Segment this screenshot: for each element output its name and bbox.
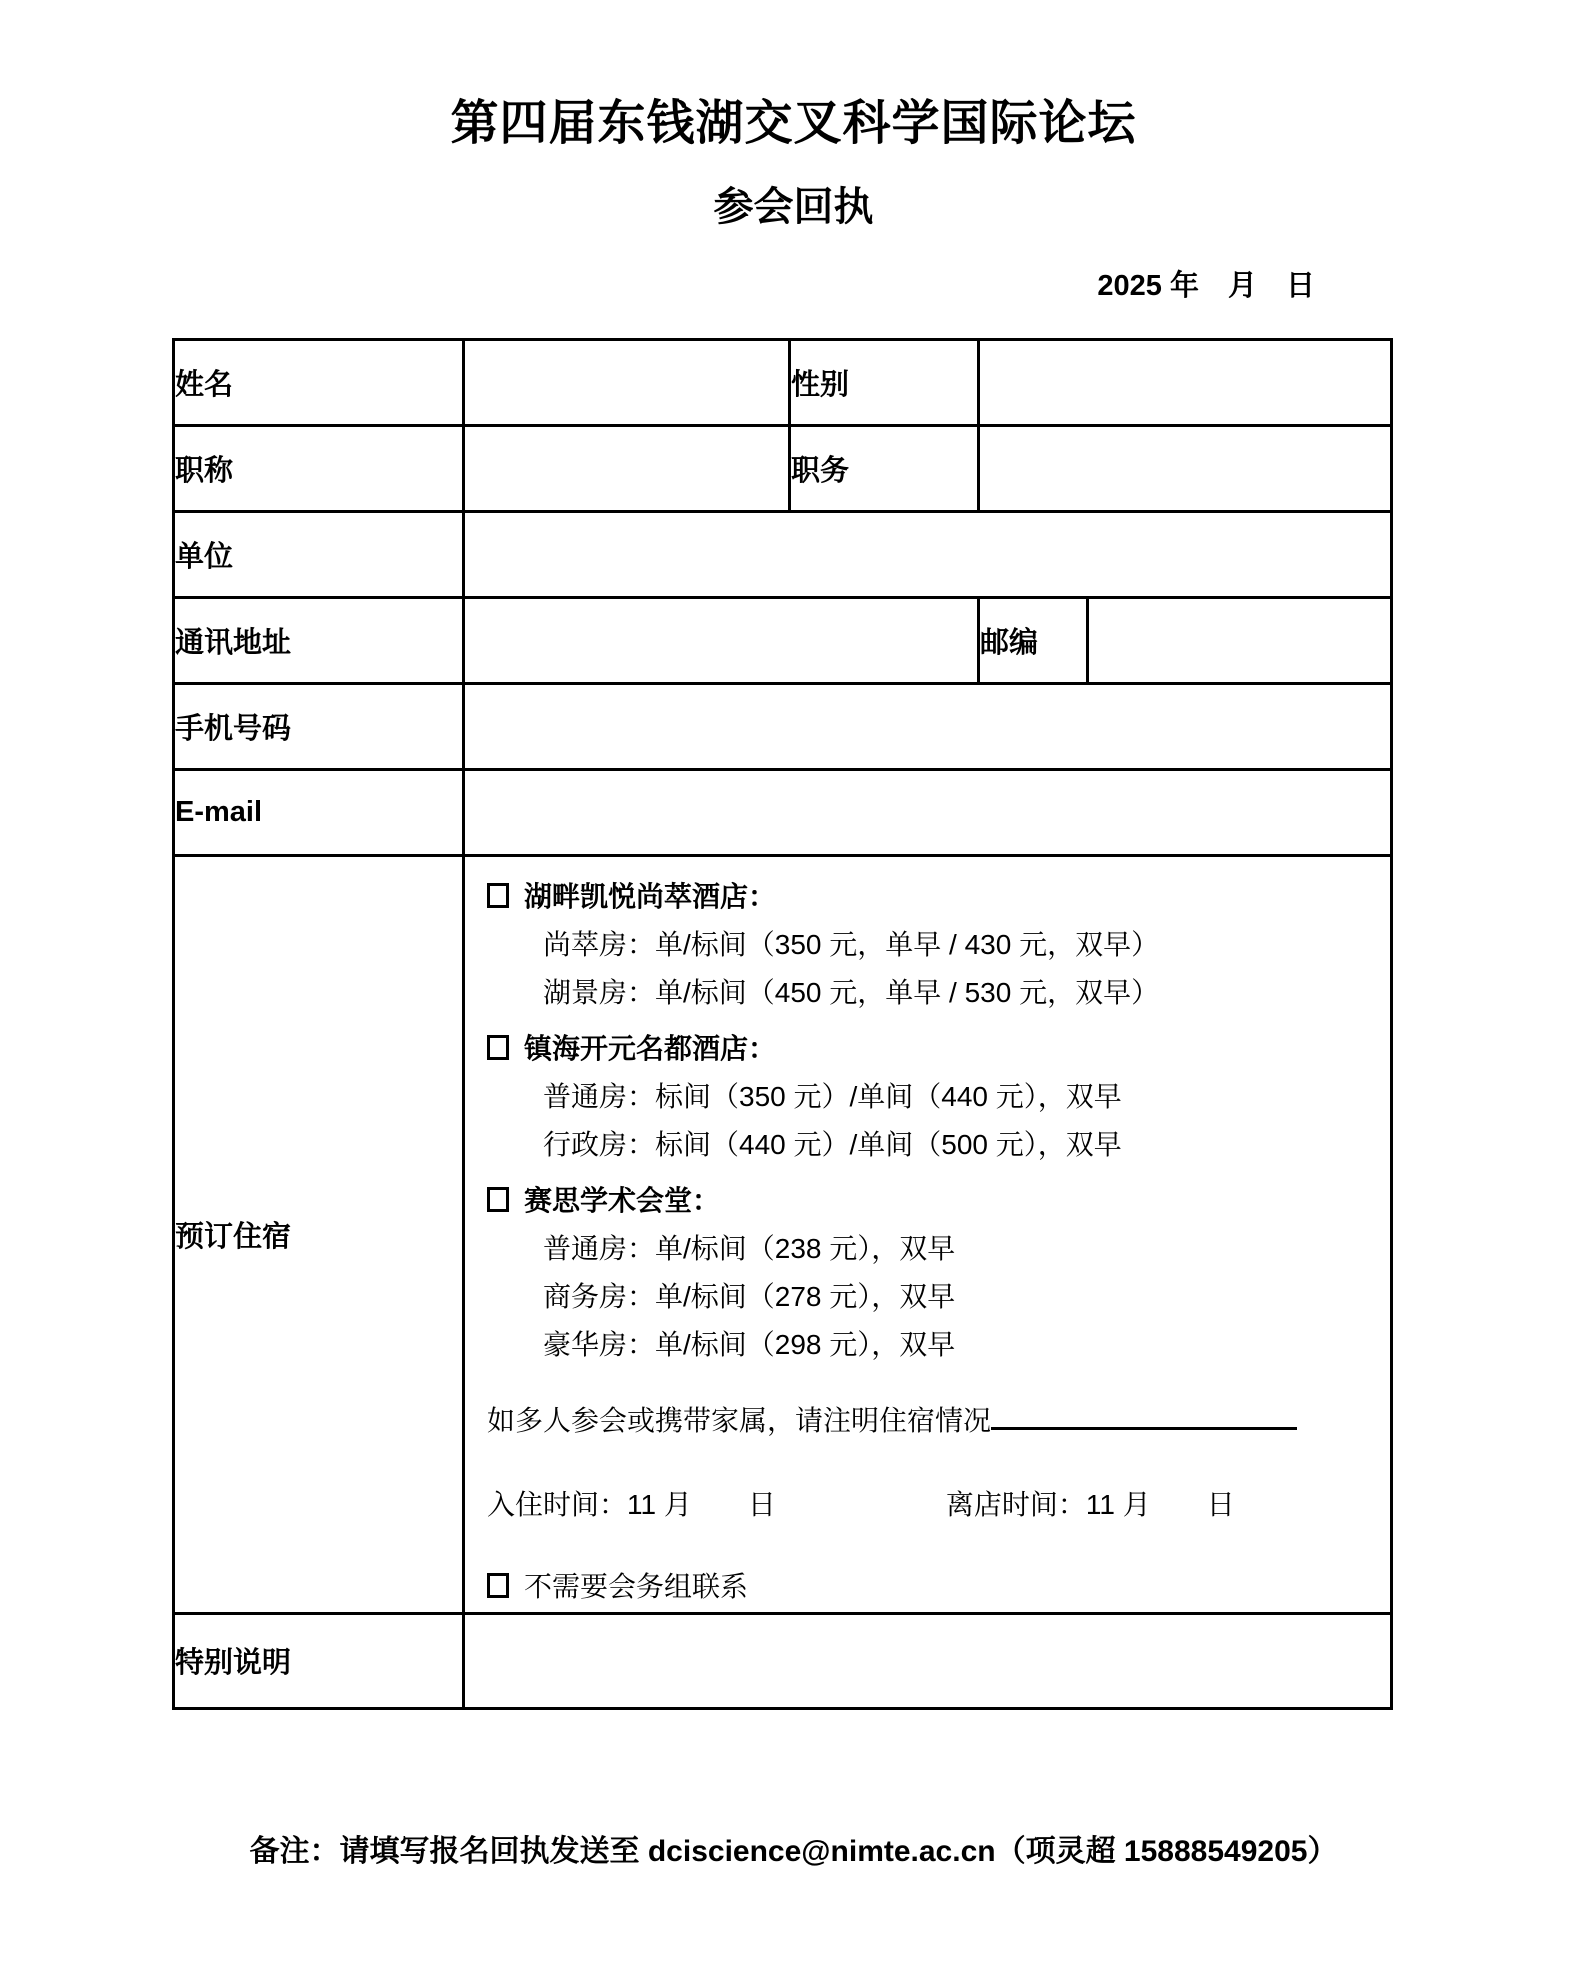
room-option: 商务房：单/标间（278 元），双早 bbox=[543, 1280, 956, 1312]
name-input-cell[interactable] bbox=[464, 339, 790, 425]
postcode-label: 邮编 bbox=[979, 597, 1088, 683]
address-input-cell[interactable] bbox=[464, 597, 979, 683]
position-label: 职务 bbox=[790, 425, 979, 511]
accommodation-cell bbox=[464, 855, 1392, 1613]
hotel-name: 湖畔凯悦尚萃酒店： bbox=[524, 880, 777, 912]
table-row bbox=[174, 597, 1392, 683]
checkbox-icon[interactable] bbox=[487, 1187, 509, 1212]
family-note-text: 如多人参会或携带家属，请注明住宿情况 bbox=[487, 1404, 992, 1436]
no-contact-label: 不需要会务组联系 bbox=[524, 1570, 749, 1602]
hotel-name: 镇海开元名都酒店： bbox=[524, 1032, 777, 1064]
table-row bbox=[174, 855, 1392, 1613]
gender-input-cell[interactable] bbox=[979, 339, 1392, 425]
room-option: 行政房：标间（440 元）/单间（500 元），双早 bbox=[543, 1128, 1122, 1160]
room-option: 普通房：标间（350 元）/单间（440 元），双早 bbox=[543, 1080, 1122, 1112]
checkbox-icon[interactable] bbox=[487, 1035, 509, 1060]
checkbox-icon[interactable] bbox=[487, 883, 509, 908]
hotel-option-row bbox=[487, 873, 1372, 921]
mobile-input-cell[interactable] bbox=[464, 683, 1392, 769]
gender-label: 性别 bbox=[790, 339, 979, 425]
special-notes-input-cell[interactable] bbox=[464, 1613, 1392, 1708]
email-input-cell[interactable] bbox=[464, 769, 1392, 855]
accommodation-label: 预订住宿 bbox=[174, 855, 464, 1613]
name-label: 姓名 bbox=[174, 339, 464, 425]
room-option: 豪华房：单/标间（298 元），双早 bbox=[543, 1328, 956, 1360]
room-option: 湖景房：单/标间（450 元，单早 / 530 元，双早） bbox=[543, 976, 1160, 1008]
hotel-option-row bbox=[487, 1177, 1372, 1225]
title-input-cell[interactable] bbox=[464, 425, 790, 511]
family-note-row bbox=[487, 1397, 1372, 1445]
table-row bbox=[174, 769, 1392, 855]
accommodation-options bbox=[465, 857, 1390, 1612]
checkin-value[interactable]: 11 月 日 bbox=[627, 1488, 776, 1520]
hotel-option-row bbox=[487, 1025, 1372, 1073]
checkbox-icon[interactable] bbox=[487, 1573, 509, 1598]
fill-in-blank[interactable] bbox=[991, 1397, 1297, 1430]
room-option: 尚萃房：单/标间（350 元，单早 / 430 元，双早） bbox=[543, 928, 1160, 960]
postcode-input-cell[interactable] bbox=[1088, 597, 1392, 683]
email-label: E-mail bbox=[174, 769, 464, 855]
hotel-name: 赛思学术会堂： bbox=[524, 1184, 721, 1216]
table-row bbox=[174, 1613, 1392, 1708]
stay-dates-row bbox=[487, 1481, 1372, 1529]
affiliation-label: 单位 bbox=[174, 511, 464, 597]
table-row bbox=[174, 425, 1392, 511]
title-label: 职称 bbox=[174, 425, 464, 511]
no-contact-row bbox=[487, 1563, 1372, 1611]
affiliation-input-cell[interactable] bbox=[464, 511, 1392, 597]
document-subtitle: 参会回执 bbox=[713, 185, 874, 230]
date-line: 2025 年 月 日 bbox=[1097, 270, 1315, 303]
table-row bbox=[174, 683, 1392, 769]
special-notes-label: 特别说明 bbox=[174, 1613, 464, 1708]
footer-note: 备注：请填写报名回执发送至 dciscience@nimte.ac.cn（项灵超 15888549205） bbox=[249, 1834, 1338, 1868]
checkout-label: 离店时间： bbox=[945, 1488, 1086, 1520]
address-label: 通讯地址 bbox=[174, 597, 464, 683]
table-row bbox=[174, 339, 1392, 425]
table-row bbox=[174, 511, 1392, 597]
checkin-label: 入住时间： bbox=[487, 1488, 628, 1520]
registration-form-table bbox=[172, 338, 1393, 1710]
checkout-value[interactable]: 11 月 日 bbox=[1085, 1488, 1235, 1520]
room-option: 普通房：单/标间（238 元），双早 bbox=[543, 1232, 956, 1264]
mobile-label: 手机号码 bbox=[174, 683, 464, 769]
document-title: 第四届东钱湖交叉科学国际论坛 bbox=[450, 97, 1137, 150]
position-input-cell[interactable] bbox=[979, 425, 1392, 511]
